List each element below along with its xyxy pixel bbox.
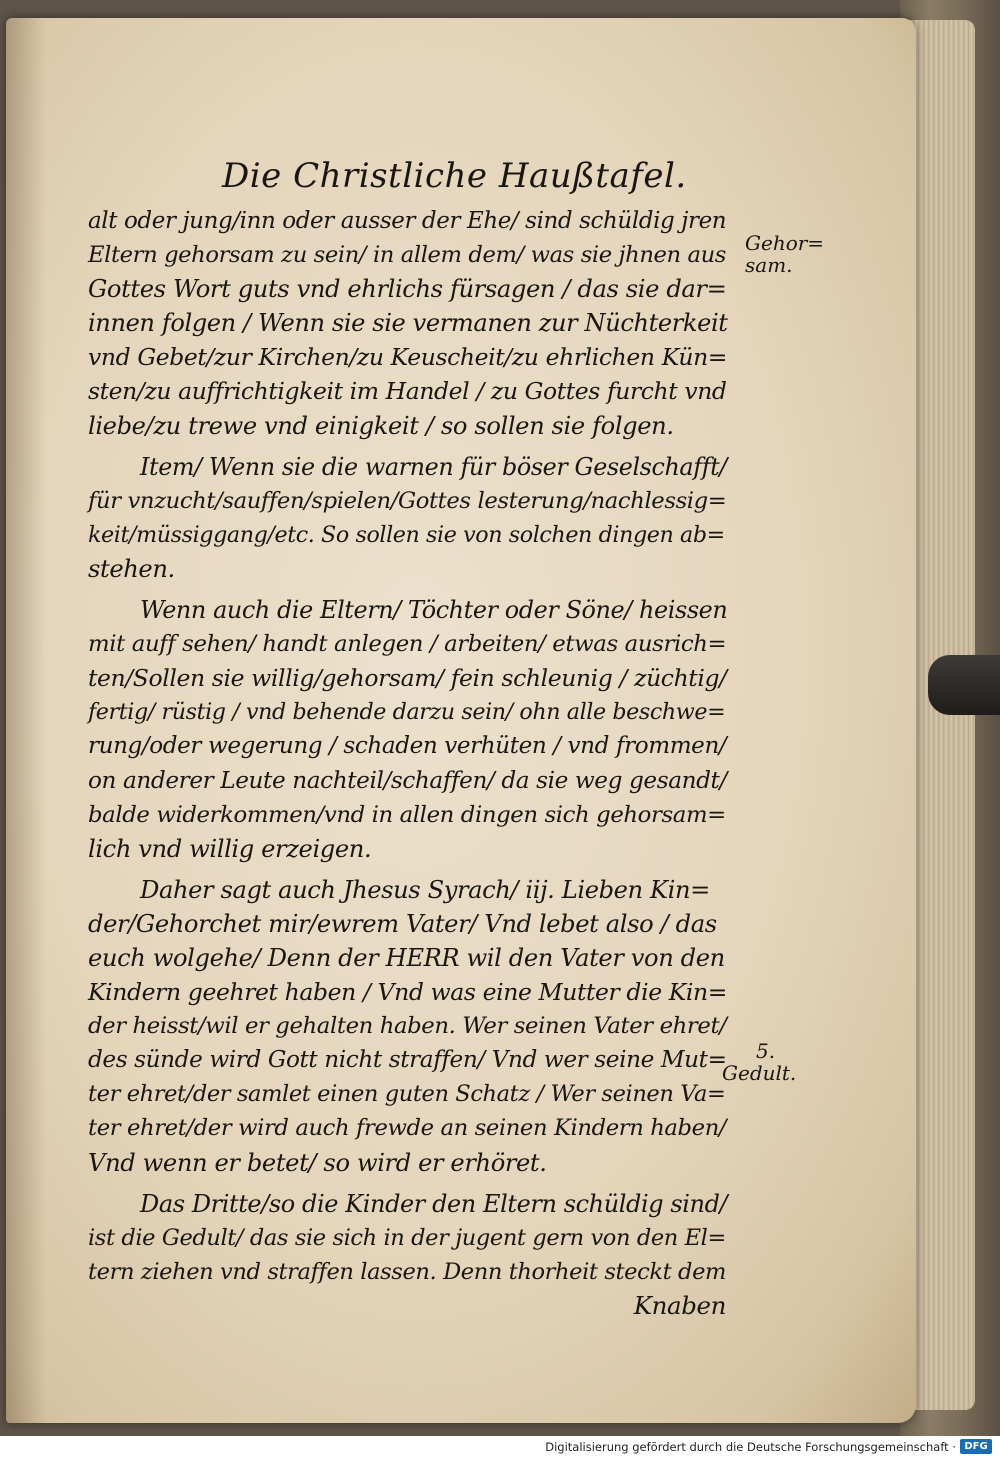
text-line: der/Gehorchet mir/ewrem Vater/ Vnd lebet also / das <box>88 909 717 938</box>
text-line: für vnzucht/sauffen/spielen/Gottes lesterung/nachlessig= <box>88 487 727 514</box>
text-line: Eltern gehorsam zu sein/ in allem dem/ was sie jhnen aus <box>88 242 727 269</box>
margin-note-gehorsam <box>745 232 824 276</box>
text-line: ist die Gedult/ das sie sich in der jugent gern von den El= <box>88 1224 726 1251</box>
text-line: Kindern geehret haben / Vnd was eine Mutter die Kin= <box>88 978 728 1007</box>
text-line: lich vnd willig erzeigen. <box>88 834 372 863</box>
text-line: stehen. <box>88 554 175 583</box>
text-line: vnd Gebet/zur Kirchen/zu Keuscheit/zu ehrlichen Kün= <box>88 343 728 372</box>
margin-note-line: Gedult. <box>722 1061 797 1085</box>
text-line: Item/ Wenn sie die warnen für böser Geselschafft/ <box>140 452 727 481</box>
text-line: Vnd wenn er betet/ so wird er erhöret. <box>88 1148 547 1177</box>
text-line: ter ehret/der samlet einen guten Schatz / Wer seinen Va= <box>88 1081 726 1108</box>
text-line: sten/zu auffrichtigkeit im Handel / zu Gottes furcht vnd <box>88 377 727 406</box>
text-line: Wenn auch die Eltern/ Töchter oder Söne/ heissen <box>140 596 728 625</box>
text-line: euch wolgehe/ Denn der HERR wil den Vater von den <box>88 943 725 972</box>
text-line: des sünde wird Gott nicht straffen/ Vnd wer seine Mut= <box>88 1047 727 1074</box>
body-text <box>88 204 736 1323</box>
dfg-logo: DFG <box>960 1439 992 1454</box>
text-line: mit auff sehen/ handt anlegen / arbeiten/ etwas ausrich= <box>88 631 727 658</box>
text-line: keit/müssiggang/etc. So sollen sie von solchen dingen ab= <box>88 521 725 548</box>
bookmark-tab <box>928 655 1000 715</box>
text-line: tern ziehen vnd straffen lassen. Denn thorheit steckt dem <box>88 1258 726 1285</box>
gutter-shadow <box>6 18 46 1423</box>
text-line: ten/Sollen sie willig/gehorsam/ fein schleunig / züchtig/ <box>88 664 727 693</box>
text-line: alt oder jung/inn oder ausser der Ehe/ sind schüldig jren <box>88 208 727 234</box>
text-line: fertig/ rüstig / vnd behende darzu sein/ ohn alle beschwe= <box>88 699 726 726</box>
text-line: ter ehret/der wird auch frewde an seinen Kindern haben/ <box>88 1115 727 1142</box>
text-line: on anderer Leute nachteil/schaffen/ da sie weg gesandt/ <box>88 767 727 794</box>
margin-note-line: Gehor= <box>745 231 825 255</box>
text-line: innen folgen / Wenn sie sie vermanen zur Nüchterkeit <box>88 309 728 338</box>
footer-credit: Digitalisierung gefördert durch die Deutsche Forschungsgemeinschaft · <box>545 1440 956 1454</box>
text-line: rung/oder wegerung / schaden verhüten / vnd frommen/ <box>88 733 727 760</box>
running-head: Die Christliche Haußtafel. <box>222 156 687 196</box>
text-line: Das Dritte/so die Kinder den Eltern schüldig sind/ <box>140 1189 728 1218</box>
text-line: Daher sagt auch Jhesus Syrach/ iij. Lieben Kin= <box>140 875 710 904</box>
text-line: der heisst/wil er gehalten haben. Wer seinen Vater ehret/ <box>88 1013 727 1040</box>
footer-bar <box>0 1436 1000 1458</box>
text-line: Gottes Wort guts vnd ehrlichs fürsagen / das sie dar= <box>88 275 727 304</box>
margin-note-number: 5. <box>756 1039 776 1063</box>
text-line: balde widerkommen/vnd in allen dingen sich gehorsam= <box>88 801 726 828</box>
catchword: Knaben <box>633 1290 726 1320</box>
text-line: liebe/zu trewe vnd einigkeit / so sollen sie folgen. <box>88 411 674 440</box>
margin-note-line: sam. <box>745 253 793 277</box>
